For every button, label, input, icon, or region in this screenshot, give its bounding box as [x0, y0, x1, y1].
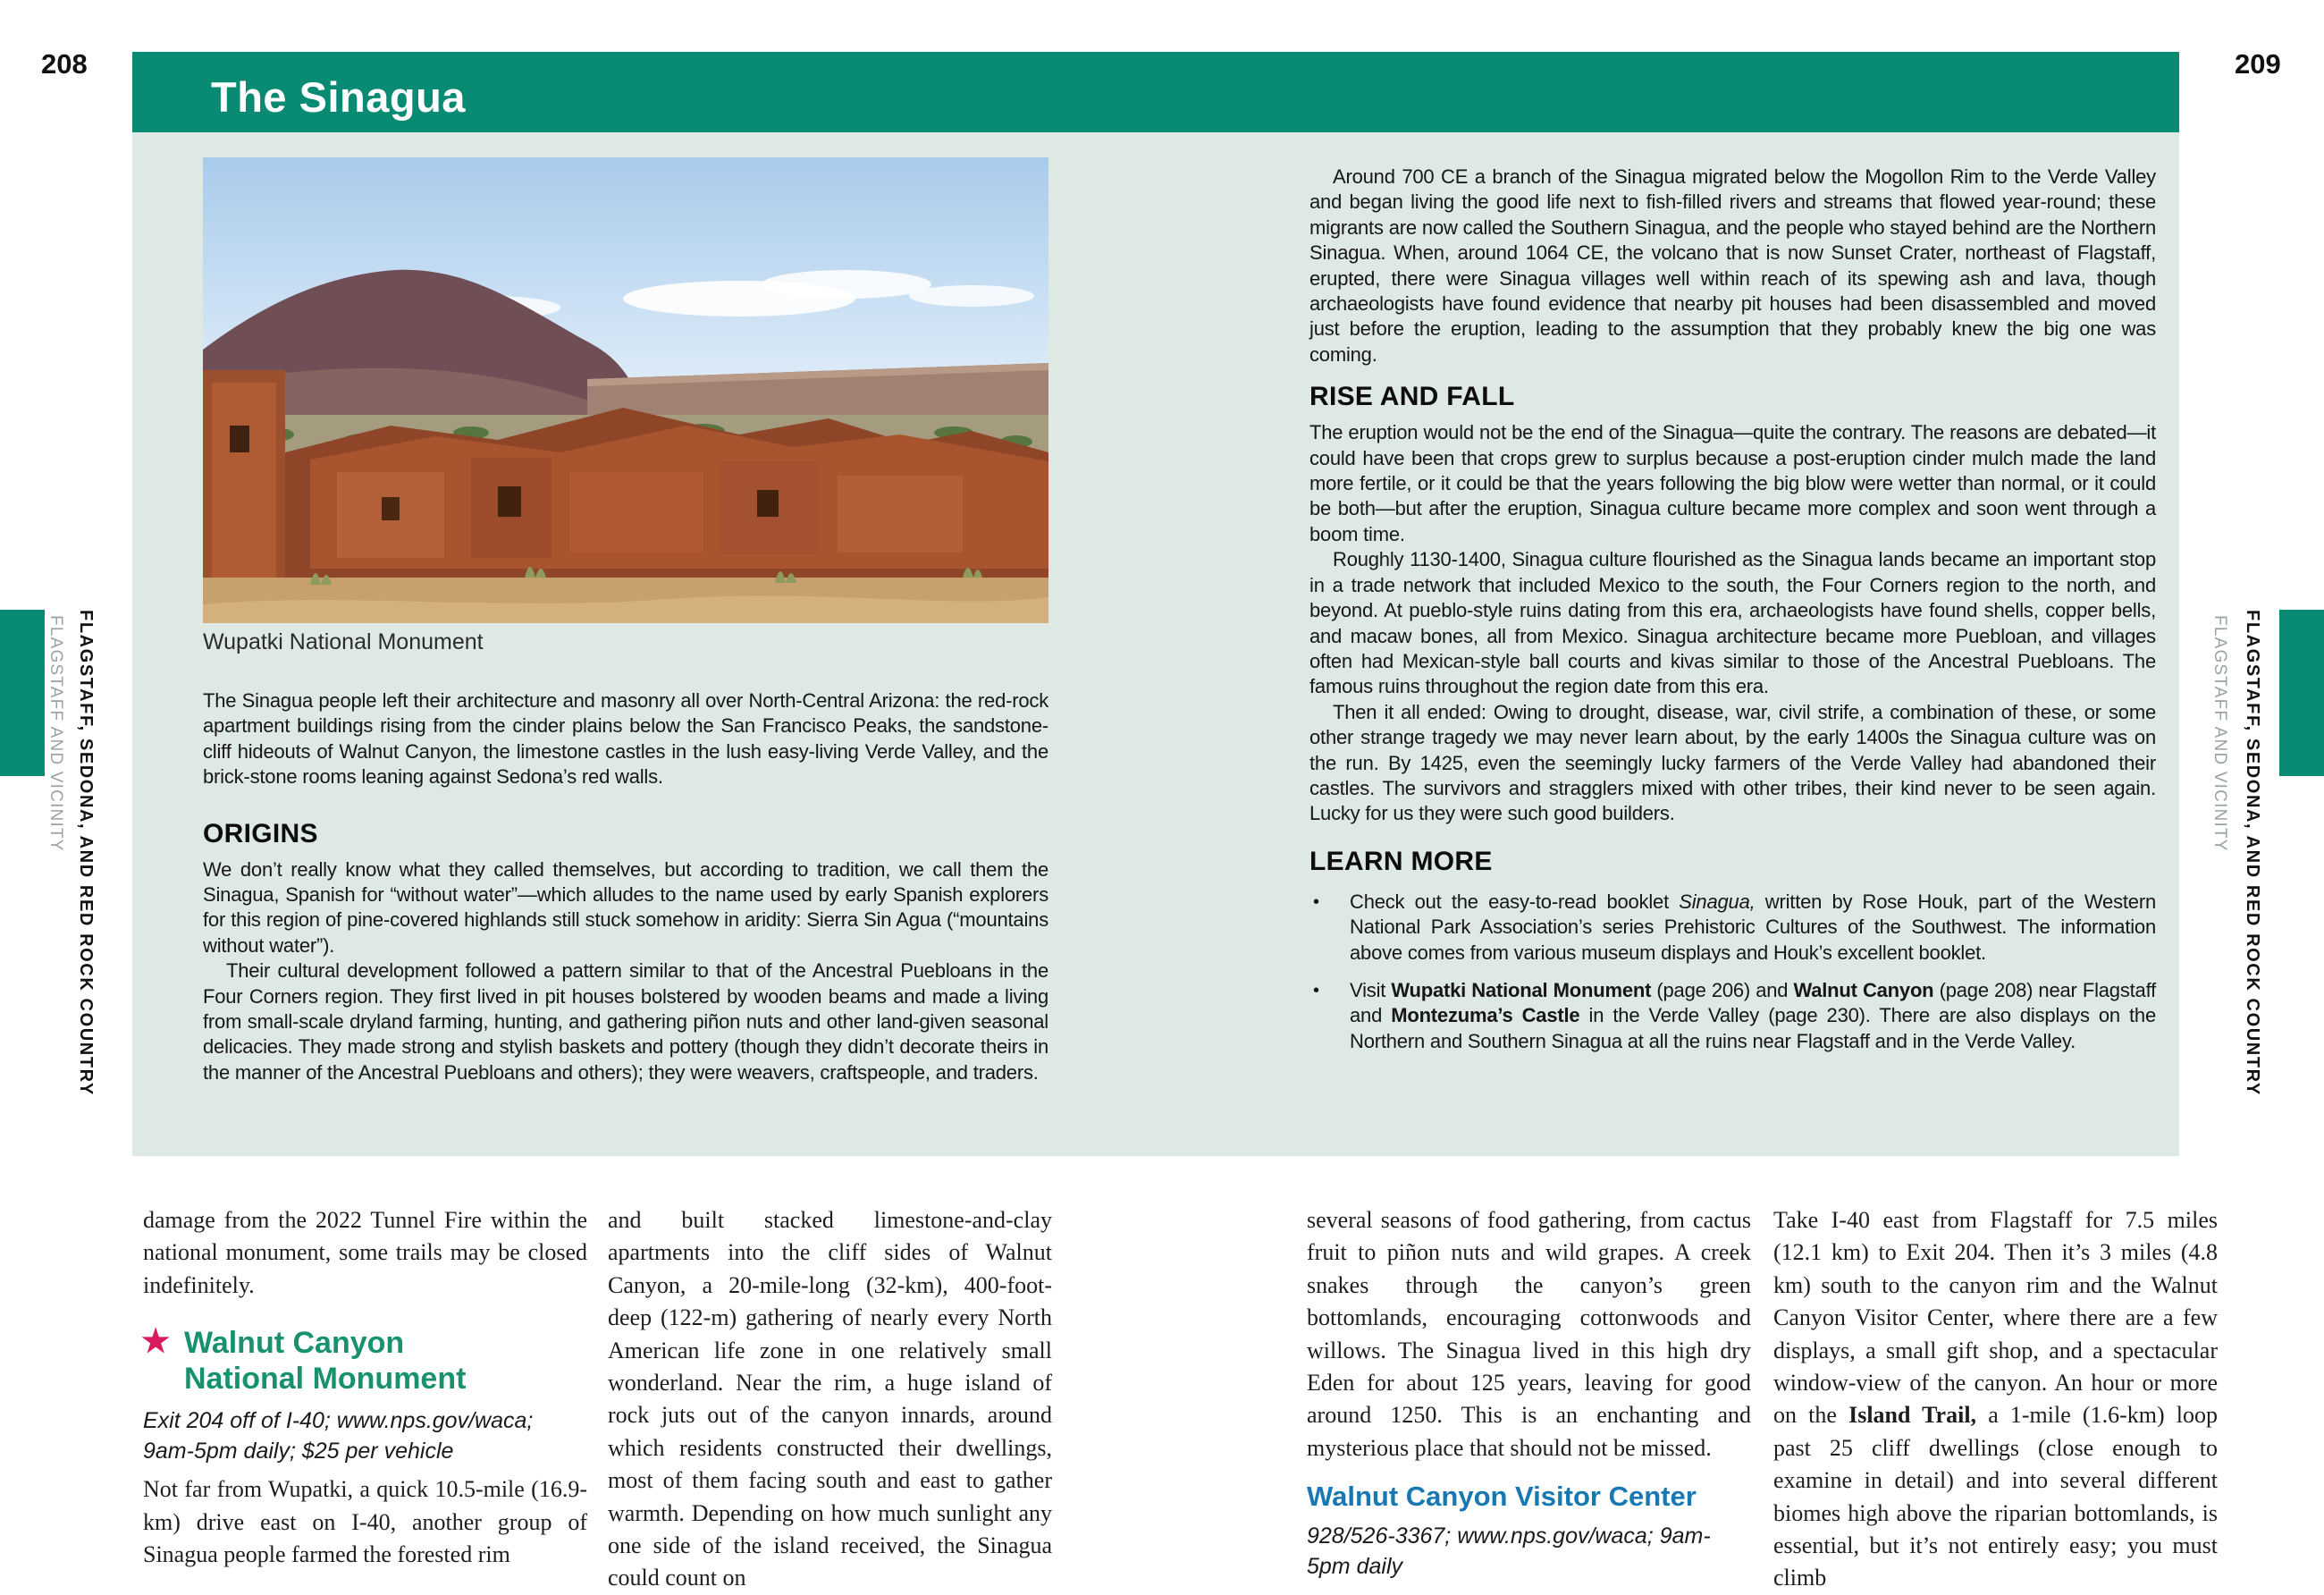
- star-icon: ★: [141, 1322, 171, 1360]
- section-title: The Sinagua: [211, 73, 466, 121]
- list-item: [1309, 890, 2156, 966]
- learn-more-heading: LEARN MORE: [1309, 846, 1493, 876]
- migration-paragraph: Around 700 CE a branch of the Sinagua migrated below the Mogollon Rim to the Verde Valley and began living the good life next to fish-filled rivers and streams that flowed year-round; these migrants are now called the Southern Sinagua, and the people who stayed behind are the Northern Sinagua. When, around 1064 CE, the volcano that is now Sunset Crater, northeast of Flagstaff, erupted, there were Sinagua villages well within reach of its spewing ash and lava, though archaeologists have found evidence that nearby pit houses had been disassembled and moved just before the eruption, leading to the assumption that they probably knew the big one was coming.: [1309, 165, 2156, 366]
- learn-more-list: [1309, 890, 2156, 1054]
- rise-and-fall-heading: RISE AND FALL: [1309, 382, 1515, 412]
- text-column-1: [143, 1204, 587, 1571]
- walnut-continued-paragraph: damage from the 2022 Tunnel Fire within the national monument, some trails may be closed indefinitely.: [143, 1207, 587, 1298]
- feature-left-column: [203, 688, 1048, 1085]
- rise-paragraph-1: The eruption would not be the end of the Sinagua—quite the contrary. The reasons are debated—it could have been that crops grew to surplus because a post-eruption cinder mulch made the land more fertile, or it could be that the years following the big blow were wetter than normal, or it could be both—but after the eruption, Sinagua culture became more complex and soon went through a boom time.: [1309, 421, 2156, 545]
- margin-tab-region-right: FLAGSTAFF, SEDONA, AND RED ROCK COUNTRY: [2243, 610, 2262, 1096]
- visitor-center-heading: Walnut Canyon Visitor Center: [1307, 1481, 1697, 1513]
- listing-title: Walnut Canyon National Monument: [184, 1326, 467, 1397]
- column-2-paragraph: and built stacked limestone-and-clay apartments into the cliff sides of Walnut Canyon, a 20-mile-long (32-km), 400-foot-deep (122-m) gathering of nearly every North American life zone in one relatively small wonderland. Near the rim, a huge island of rock juts out of the canyon innards, around which residents constructed their dwellings, most of them facing south and east to gather warmth. Depending on how much sunlight any one side of the island received, the Sinagua could count on: [608, 1207, 1052, 1591]
- page-number-right: 209: [2235, 48, 2281, 80]
- text-column-2: [608, 1204, 1052, 1595]
- page-number-left: 208: [41, 48, 88, 80]
- column-1-paragraph: Not far from Wupatki, a quick 10.5-mile (16.9-km) drive east on I-40, another group of Sinagua people farmed the forested rim: [143, 1476, 587, 1568]
- learn-more-bullet-1: Check out the easy-to-read booklet Sinagua, written by Rose Houk, part of the Western National Park Association’s series Prehistoric Cultures of the Southwest. The information above comes from various museum displays and Houk’s excellent booklet.: [1350, 890, 2157, 964]
- text-column-4: [1773, 1204, 2218, 1595]
- margin-tab-chapter-left: FLAGSTAFF AND VICINITY: [46, 615, 65, 852]
- rise-paragraph-2: Roughly 1130-1400, Sinagua culture flourished as the Sinagua lands became an important stop in a trade network that included Mexico to the south, the Four Corners region to the north, and beyond. At pueblo-style ruins dating from this era, archaeologists have found shells, copper bells, and macaw bones, all from Mexico. Sinagua architecture became more Puebloan, and villages often had Mexican-style ball courts and kivas similar to those of the Ancestral Puebloans. The famous ruins throughout the region date from this era.: [1309, 548, 2156, 698]
- feature-right-column: [1309, 165, 2156, 1067]
- walnut-canyon-listing-info: Exit 204 off of I-40; www.nps.gov/waca; 9am-5pm daily; $25 per vehicle: [143, 1408, 534, 1464]
- visitor-center-info: 928/526-3367; www.nps.gov/waca; 9am-5pm daily: [1307, 1523, 1711, 1579]
- section-header-band: [132, 52, 2179, 132]
- origins-paragraph-2: Their cultural development followed a pattern similar to that of the Ancestral Puebloans in the Four Corners region. They first lived in pit houses bolstered by wooden beams and made a living from small-scale dryland farming, hunting, and gathering piñon nuts and other land-given seasonal delicacies. They made strong and stylish baskets and pottery (though they didn’t decorate theirs in the manner of the Ancestral Puebloans and others); they were weavers, craftspeople, and traders.: [203, 959, 1048, 1084]
- column-3-paragraph: several seasons of food gathering, from cactus fruit to piñon nuts and wild grapes. A creek snakes through the canyon’s green bottomlands, encouraging cottonwoods and willows. The Sinagua lived in this high dry Eden for about 125 years, leaving for good around 1250. This is an enchanting and mysterious place that should not be missed.: [1307, 1207, 1751, 1461]
- margin-tab-region-left: FLAGSTAFF, SEDONA, AND RED ROCK COUNTRY: [76, 610, 96, 1096]
- list-item: [1309, 978, 2156, 1054]
- margin-teal-block-left: [0, 610, 45, 776]
- walnut-canyon-listing-heading: [141, 1322, 483, 1397]
- origins-heading: ORIGINS: [203, 818, 318, 848]
- intro-paragraph: The Sinagua people left their architecture and masonry all over North-Central Arizona: the red-rock apartment buildings rising from the cinder plains below the San Francisco Peaks, the sandstone-cliff hideouts of Walnut Canyon, the limestone castles in the lush easy-living Verde Valley, and the brick-stone rooms leaning against Sedona’s red walls.: [203, 689, 1048, 789]
- wupatki-photo: [203, 157, 1048, 623]
- bullet-icon: •: [1313, 980, 1319, 1000]
- text-column-3: [1307, 1204, 1751, 1582]
- feature-box: [132, 132, 2179, 1156]
- margin-tab-chapter-right: FLAGSTAFF AND VICINITY: [2210, 615, 2229, 852]
- learn-more-bullet-2: Visit Wupatki National Monument (page 206) and Walnut Canyon (page 208) near Flagstaff and Montezuma’s Castle in the Verde Valley (page 230). There are also displays on the Northern and Southern Sinagua at all the ruins near Flagstaff and in the Verde Valley.: [1350, 978, 2157, 1052]
- margin-teal-block-right: [2279, 610, 2324, 776]
- photo-caption: Wupatki National Monument: [203, 629, 484, 654]
- column-4-paragraph: Take I-40 east from Flagstaff for 7.5 miles (12.1 km) to Exit 204. Then it’s 3 miles (4.8 km) south to the canyon rim and the Walnut Canyon Visitor Center, where there are a few displays, a small gift shop, and a spectacular window-view of the canyon. An hour or more on the Island Trail, a 1-mile (1.6-km) loop past 25 cliff dwellings (close enough to examine in detail) and into several different biomes high above the riparian bottomlands, is essential, but it’s not entirely easy; you must climb: [1773, 1207, 2218, 1591]
- rise-paragraph-3: Then it all ended: Owing to drought, disease, war, civil strife, a combination of these, or some other strange tragedy we may never learn about, by the early 1400s the Sinagua culture was on the run. By 1425, even the seemingly lucky farmers of the Verde Valley had abandoned their castles. The survivors and stragglers mixed with other tribes, their kind never to be seen again. Lucky for us they were such good builders.: [1309, 700, 2156, 825]
- bullet-icon: •: [1313, 891, 1319, 912]
- origins-paragraph-1: We don’t really know what they called themselves, but according to tradition, we call them the Sinagua, Spanish for “without water”—which alludes to the name used by early Spanish explorers for this region of pine-covered highlands still stuck somehow in aridity: Sierra Sin Agua (“mountains without water”).: [203, 857, 1048, 957]
